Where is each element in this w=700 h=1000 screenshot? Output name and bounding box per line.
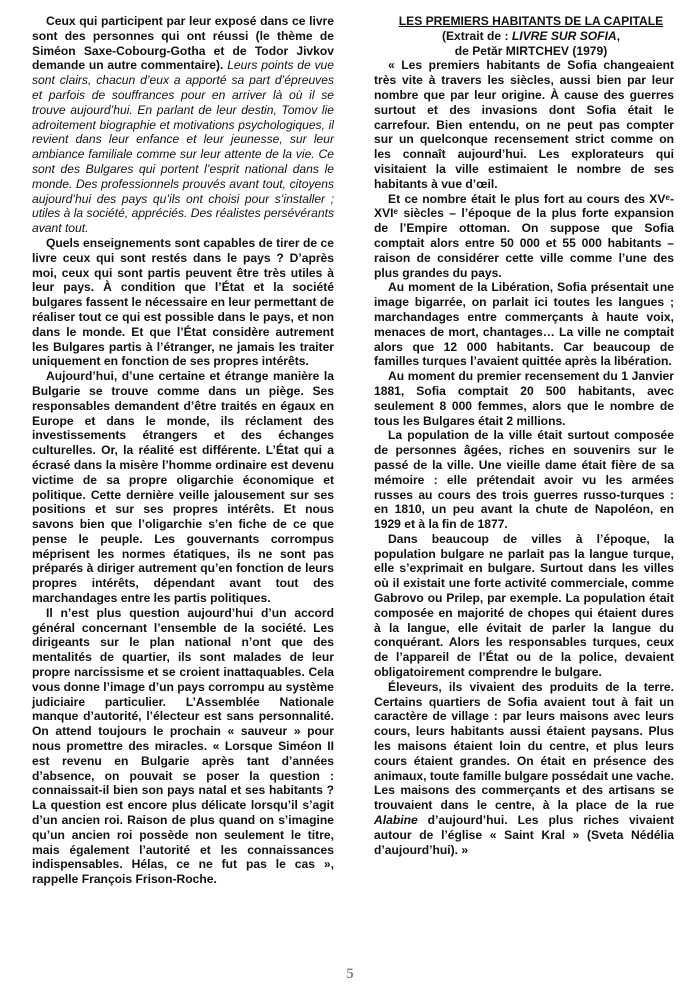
right-paragraph-7-end: d’aujourd’hui. Les plus riches vivaient autour de l’église « Saint Kral » (Sveta Nédélia d’aujourd’hui). » — [374, 813, 674, 857]
article-source-book: LIVRE SUR SOFIA — [511, 28, 617, 43]
right-paragraph-1: « Les premiers habitants de Sofia changeaient très vite à travers les siècles, aussi bien par leur nombre que par leur origine. À cause des guerres surtout et des invasions dont Sofia était le carrefour. Bien entendu, on ne peut pas compter sur un quelconque recensement strict comme on les connaît aujourd’hui. Les explorateurs qui visitaient la ville estimaient le nombre de ses habitants à vue d’œil. — [374, 58, 674, 191]
right-paragraph-6: Dans beaucoup de villes à l’époque, la population bulgare ne parlait pas la langue turque, elle s’exprimait en bulgare. Surtout dans les villes où il existait une forte activité commerciale, comme Gabrovo ou Prilep, par exemple. La population était composée en majorité de chopes qui étaient dures à la langue, elle évitait de parler la langue du conquérant. Alors les responsables turques, ceux de l’appareil de l’État ou de la police, devaient obligatoirement comprendre le bulgare. — [374, 531, 674, 680]
left-paragraph-1-normal: Ceux qui participent par leur exposé dans ce livre sont des personnes qui ont réussi (le thème de Siméon Saxe-Cobourg-Gotha et de Todor Jivkov demande un autre commentaire). — [32, 14, 334, 73]
article-source — [374, 29, 674, 44]
left-paragraph-3: Aujourd’hui, d’une certaine et étrange manière la Bulgarie se trouve comme dans un piège. Ses responsables demandent d’être traités en égaux en Europe et dans le monde, ils réclament des investissements étrangers et des échanges culturelles. Or, la réalité est différente. L’État qui a écrasé dans la misère l’homme ordinaire est devenu victime de sa propre oligarchie économique et politique. Cette dernière veille jalousement sur ses positions et sur ses propres intérêts. Et nous savons bien que l’oligarchie s’en fiche de ce que pense le peuple. Les gouvernants corrompus méprisent les normes étatiques, ils ne sont pas préparés à diriger autrement qu’en fonction de leurs propres intérêts, dépendant avant tout des marchandages entre les partis politiques. — [32, 369, 334, 606]
right-column — [374, 14, 674, 857]
right-paragraph-7 — [374, 680, 674, 858]
article-source-prefix: (Extrait de : — [441, 28, 512, 43]
right-paragraph-2: Et ce nombre était le plus fort au cours des XVᵉ-XVIᵉ siècles – l’époque de la plus forte expansion de l’Empire ottoman. On suppose que Sofia comptait alors entre 50 000 et 55 000 habitants – raison de considérer cette ville comme l’une des plus grandes du pays. — [374, 191, 674, 280]
right-paragraph-5: La population de la ville était surtout composée de personnes âgées, riches en souvenirs sur le passé de la ville. Une vieille dame était fière de sa mémoire : elle prétendait avoir vu les armées russes au cours des trois guerres russo-turques : en 1810, un peu avant la chute de Napoléon, en 1929 et à la fin de 1877. — [374, 428, 674, 532]
right-paragraph-4: Au moment du premier recensement du 1 Janvier 1881, Sofia comptait 20 500 habitants, avec seulement 8 000 femmes, alors que le nombre de tous les Bulgares était 2 millions. — [374, 369, 674, 428]
left-paragraph-1 — [32, 14, 334, 236]
right-paragraph-3: Au moment de la Libération, Sofia présentait une image bigarrée, on parlait ici toutes les langues ; marchandages entre commerçants à haute voix, menaces de mort, chantages… La ville ne comptait alors que 12 000 habitants. Car beaucoup de familles turques l’avaient quittée après la libération. — [374, 280, 674, 369]
article-author: de Petăr MIRTCHEV (1979) — [454, 43, 608, 58]
left-paragraph-1-italic: Leurs points de vue sont clairs, chacun d’eux a apporté sa part d’épreuves et parfois de souffrances pour en arriver là où il se trouve aujourd’hui. En parlant de leur destin, Tomov lie adroitement biographie et motivations psychologiques, il revient dans leur enfance et leur jeunesse, sur leur ambiance familiale comme sur leur attente de la vie. Ce sont des Bulgares qui portent l’esprit national dans le monde. Des professionnels prouvés avant tout, citoyens aujourd’hui des pays qu’ils ont choisi pour s’installer ; utiles à la société, appréciés. Des réalistes persévérants avant tout. — [32, 58, 334, 236]
right-paragraph-7-start: Éleveurs, ils vivaient des produits de la terre. Certains quartiers de Sofia avaient tout à fait un caractère de village : par leurs maisons avec leurs cours, leurs habitants aussi étaient paysans. Plus les maisons étaient loin du centre, et plus leurs cours étaient grandes. On était en présence des animaux, toute famille bulgare possédait une vache. Les maisons des commerçants et des artisans se trouvaient dans le centre, à la place de la rue — [374, 679, 674, 813]
page-number: 5 — [346, 966, 354, 982]
left-column — [32, 14, 334, 887]
article-source-suffix: , — [616, 28, 621, 43]
street-name-italic: Alabine — [374, 813, 418, 828]
left-paragraph-2: Quels enseignements sont capables de tirer de ce livre ceux qui sont restés dans le pays ? D’après moi, ceux qui sont partis peuvent être très utiles à leur pays. À condition que l’État et la société bulgares fassent le nécessaire en leur permettant de réaliser tout ce qui est possible dans le pays, et non dans le monde. Et que l’État considère autrement les Bulgares partis à l’étranger, ne jamais les traiter uniquement en fonction de ses propres intérêts. — [32, 235, 334, 369]
left-paragraph-4: Il n’est plus question aujourd’hui d’un accord général concernant l’ensemble de la société. Les dirigeants sur le plan national n’ont que des mentalités de quartier, ils sont malades de leur propre narcissisme et se croient inattaquables. Cela vous donne l’image d’un pays corrompu au système judiciaire particulier. L’Assemblée Nationale manque d’autorité, l’électeur est sans personnalité. On attend toujours le prochain « sauveur » pour nous promettre des miracles. « Lorsque Siméon II est revenu en Bulgarie après tant d’années d’absence, on pouvait se poser la question : connaissait-il bien son pays natal et ses habitants ? La question est encore plus délicate lorsqu’il s’agit d’un ancien roi. Raison de plus quand on s’imagine qu’un ancien roi possède non seulement le titre, mais également l’autorité et les connaissances indispensables. Hélas, ce ne fut pas le cas », rappelle François Frison-Roche. — [32, 605, 334, 887]
article-title: LES PREMIERS HABITANTS DE LA CAPITALE — [398, 14, 664, 28]
